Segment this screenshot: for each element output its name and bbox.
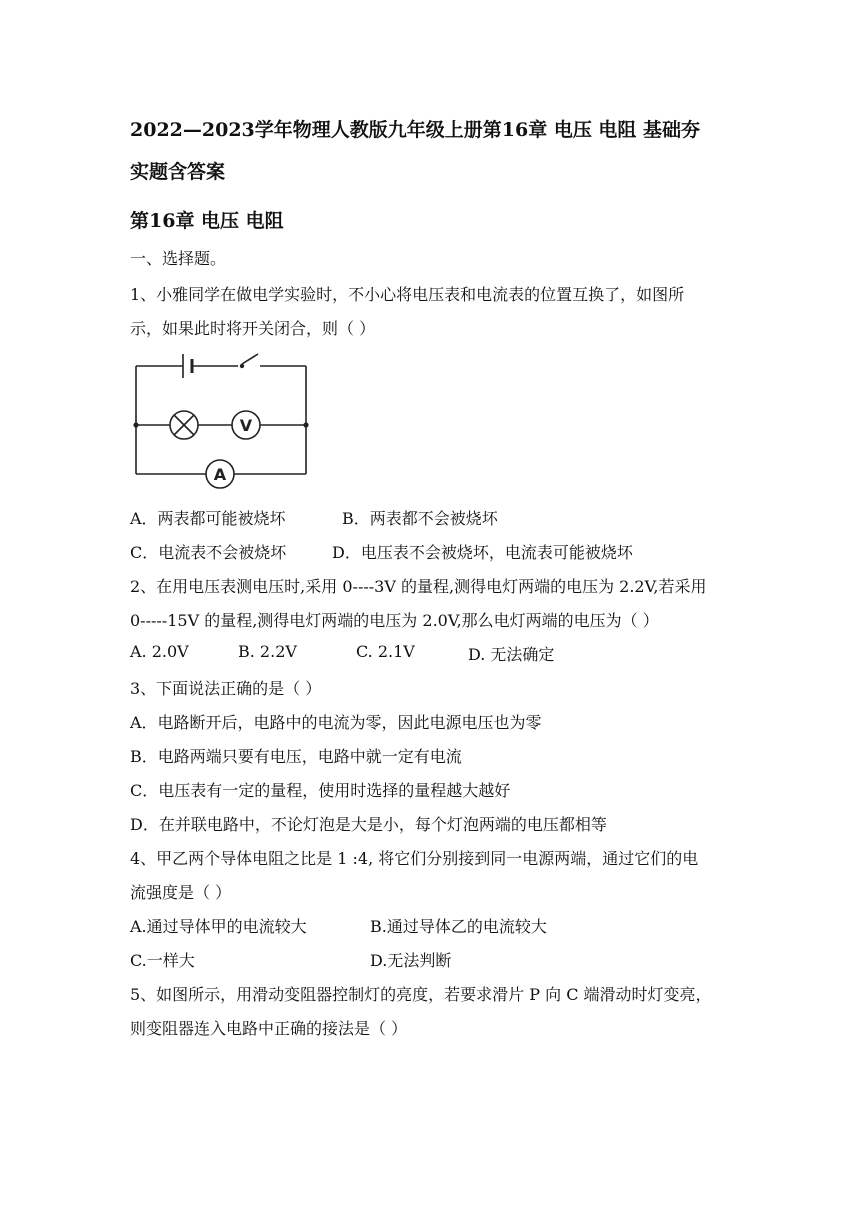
circuit-diagram	[128, 346, 314, 494]
document-title-line-2: 实题含答案	[130, 161, 226, 183]
q1-option-c: C．电流表不会被烧坏	[130, 543, 287, 562]
chapter-heading: 第16章 电压 电阻	[130, 210, 284, 232]
document-title-line-1: 2022—2023学年物理人教版九年级上册第16章 电压 电阻 基础夯	[130, 119, 701, 141]
q4-option-b: B.通过导体乙的电流较大	[370, 917, 547, 936]
junction-right	[303, 422, 308, 427]
q3-option-c: C．电压表有一定的量程，使用时选择的量程越大越好	[130, 781, 511, 800]
q3-option-b: B．电路两端只要有电压，电路中就一定有电流	[130, 747, 462, 766]
q4-option-d: D.无法判断	[370, 951, 452, 970]
q2-option-a: A. 2.0V	[130, 642, 189, 661]
q5-stem-line-1: 5、如图所示，用滑动变阻器控制灯的亮度，若要求滑片 P 向 C 端滑动时灯变亮，	[130, 985, 712, 1004]
q4-option-c: C.一样大	[130, 951, 195, 970]
junction-left	[133, 422, 138, 427]
q4-stem-line-1: 4、甲乙两个导体电阻之比是 1 :4, 将它们分别接到同一电源两端，通过它们的电	[130, 849, 699, 868]
switch-blade	[242, 354, 258, 364]
q1-option-d: D．电压表不会被烧坏，电流表可能被烧坏	[332, 543, 633, 562]
section-heading: 一、选择题。	[130, 249, 227, 268]
q2-option-b: B. 2.2V	[238, 642, 297, 661]
voltmeter-label: V	[239, 416, 253, 435]
q4-stem-line-2: 流强度是（ ）	[130, 883, 232, 902]
q5-stem-line-2: 则变阻器连入电路中正确的接法是（ ）	[130, 1019, 408, 1038]
q2-option-d: D. 无法确定	[468, 645, 555, 664]
q3-option-d: D．在并联电路中，不论灯泡是大是小，每个灯泡两端的电压都相等	[130, 815, 607, 834]
q4-option-a: A.通过导体甲的电流较大	[130, 917, 307, 936]
q1-option-b: B．两表都不会被烧坏	[342, 509, 498, 528]
switch-pivot	[240, 364, 244, 368]
q2-stem-line-2: 0-----15V 的量程,测得电灯两端的电压为 2.0V,那么电灯两端的电压为（ ）	[130, 611, 659, 630]
q2-stem-line-1: 2、在用电压表测电压时,采用 0----3V 的量程,测得电灯两端的电压为 2.2V,若采用	[130, 577, 707, 596]
q1-stem-line-2: 示，如果此时将开关闭合，则（ ）	[130, 319, 376, 338]
q1-option-a: A．两表都可能被烧坏	[130, 509, 286, 528]
q3-stem-line-1: 3、下面说法正确的是（ ）	[130, 679, 322, 698]
ammeter-label: A	[213, 465, 227, 484]
q1-stem-line-1: 1、小雅同学在做电学实验时，不小心将电压表和电流表的位置互换了，如图所	[130, 285, 685, 304]
q2-option-c: C. 2.1V	[356, 642, 415, 661]
q3-option-a: A．电路断开后，电路中的电流为零，因此电源电压也为零	[130, 713, 542, 732]
